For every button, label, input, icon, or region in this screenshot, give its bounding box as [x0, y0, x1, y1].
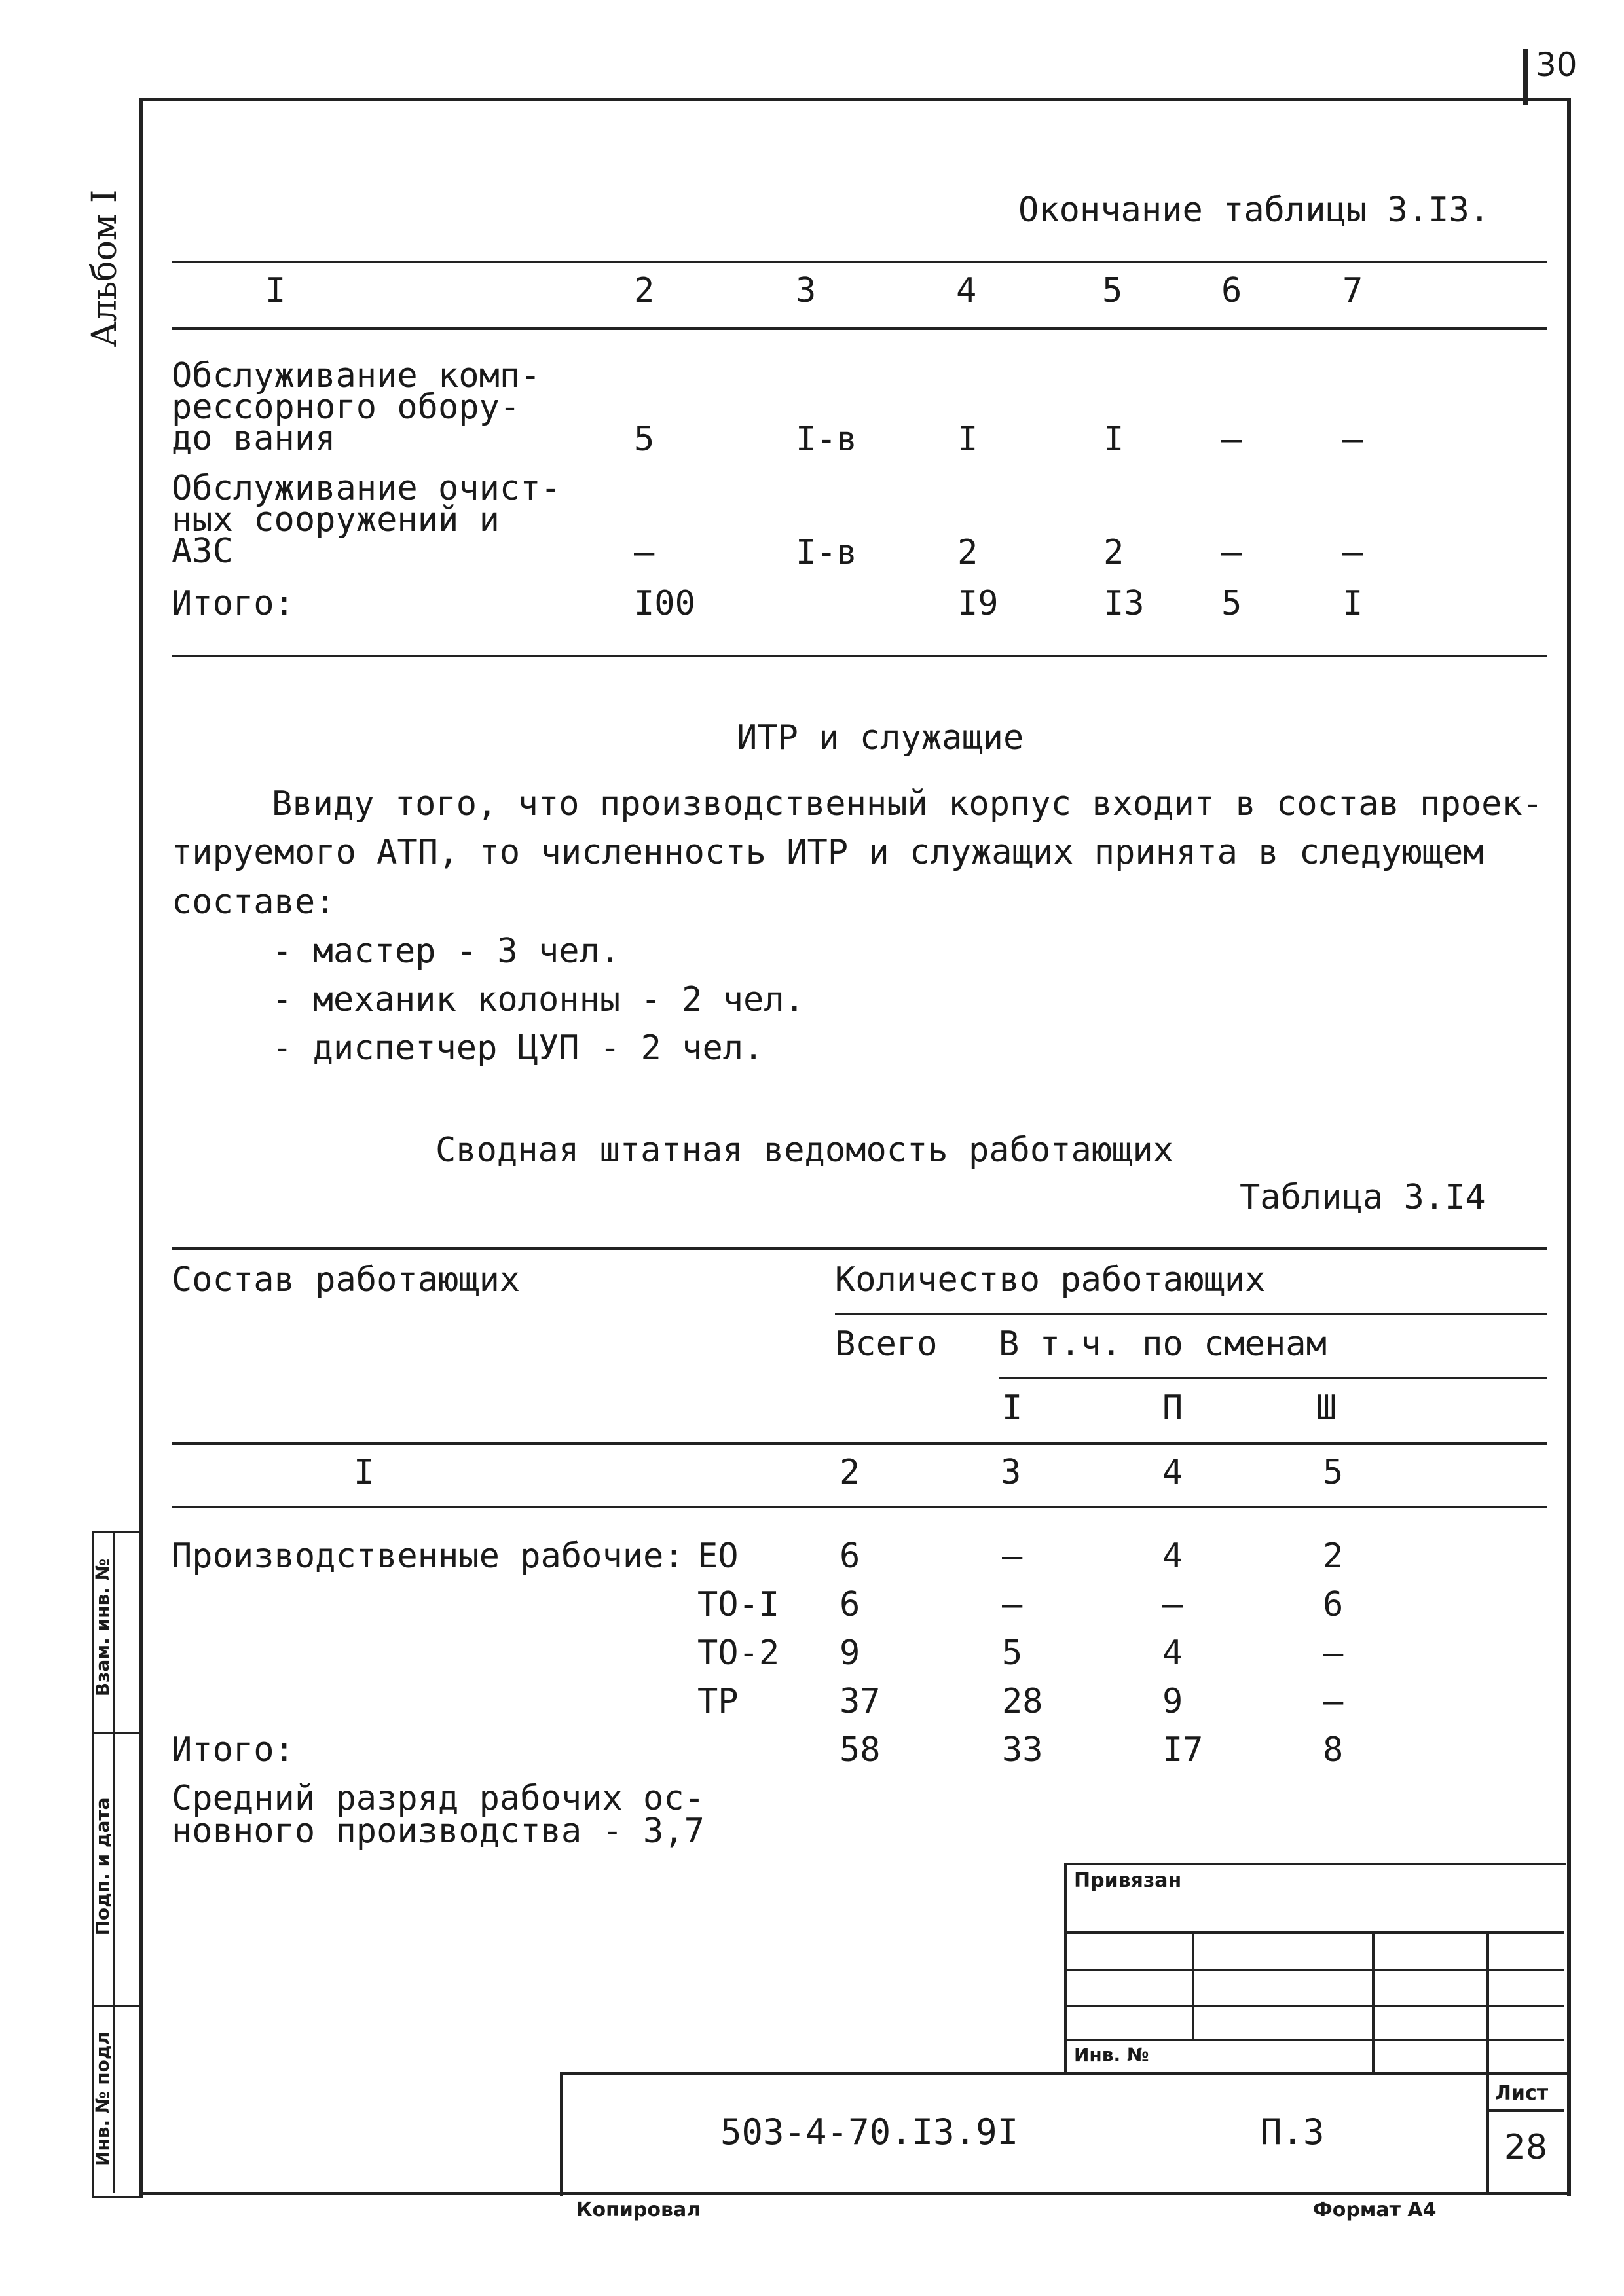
column-number: 5	[1323, 1453, 1344, 1492]
stamp-sheet-rule	[1486, 2109, 1564, 2112]
table-3-13-bottom-rule	[172, 655, 1547, 657]
table-cell: I00	[634, 584, 695, 623]
total-label: Итого:	[172, 1730, 295, 1770]
page-frame-bottom	[139, 2192, 1568, 2195]
table-cell: –	[1323, 1633, 1344, 1673]
table-3-13-head-6: 6	[1221, 271, 1242, 310]
table-cell: –	[634, 533, 655, 572]
table-row-total-label: Итого:	[172, 584, 295, 623]
table-3-14-label: Таблица 3.I4	[1240, 1178, 1486, 1217]
table-cell: I7	[1162, 1730, 1204, 1770]
table-cell: –	[1162, 1585, 1183, 1624]
side-stamp-rule	[92, 1732, 141, 1734]
table-3-13-head-1: I	[265, 271, 286, 310]
table-3-14-top-rule	[172, 1247, 1547, 1250]
side-stamp-podp: Подп. и дата	[92, 1797, 113, 1936]
table-row-name-line: рессорного обору-	[172, 388, 521, 427]
stamp-grid-col	[1192, 1931, 1194, 2039]
stamp-title-block	[560, 2072, 1567, 2196]
stamp-inv-no: Инв. №	[1074, 2044, 1149, 2066]
row-sub-label: ТО-I	[697, 1585, 780, 1624]
column-number: I	[354, 1453, 375, 1492]
table-3-14-shifts-header: В т.ч. по сменам	[999, 1324, 1327, 1364]
stamp-kopiroval: Копировал	[576, 2198, 701, 2221]
note-line: Средний разряд рабочих ос-	[172, 1779, 705, 1818]
itr-paragraph-line: составе:	[172, 883, 336, 922]
table-3-14-shifts-rule	[999, 1377, 1547, 1379]
table-cell: 5	[1221, 584, 1242, 623]
stamp-doc-code: 503-4-70.I3.9I	[720, 2111, 1019, 2153]
table-row-name-line: Обслуживание очист-	[172, 469, 561, 508]
table-cell: 37	[840, 1682, 881, 1721]
group-label: Производственные рабочие:	[172, 1537, 684, 1576]
stamp-grid-col	[1372, 1931, 1375, 2072]
table-cell: 9	[840, 1633, 860, 1673]
table-cell: 6	[1323, 1585, 1344, 1624]
row-sub-label: ЕО	[697, 1537, 739, 1576]
table-3-14-head-rule	[172, 1442, 1547, 1445]
table-cell: 28	[1002, 1682, 1043, 1721]
table-cell: 2	[1103, 533, 1124, 572]
itr-list-item: - мастер - 3 чел.	[272, 932, 621, 971]
table-cell: I	[1342, 584, 1363, 623]
table-3-13-head-2: 2	[634, 271, 655, 310]
column-number: 4	[1162, 1453, 1183, 1492]
note-line: новного производства - 3,7	[172, 1812, 705, 1851]
shift-label: I	[1002, 1389, 1023, 1428]
side-stamp-vzam: Взам. инв. №	[92, 1558, 113, 1697]
row-sub-label: ТР	[697, 1682, 739, 1721]
table-cell: I	[957, 420, 978, 459]
side-stamp-inv-podl: Инв. № подл	[92, 2031, 113, 2167]
table-3-14-group-rule	[835, 1313, 1547, 1315]
table-cell: –	[1342, 420, 1363, 459]
table-row-name-line: Обслуживание комп-	[172, 356, 541, 395]
table-cell: I-в	[796, 420, 857, 459]
stamp-section: П.3	[1261, 2111, 1325, 2153]
table-3-13-head-3: 3	[796, 271, 817, 310]
page-number: 30	[1536, 46, 1578, 84]
table-row-name-line: АЗС	[172, 532, 233, 571]
table-cell: I9	[957, 584, 999, 623]
table-cell: I3	[1103, 584, 1145, 623]
stamp-sheet-label: Лист	[1495, 2082, 1549, 2105]
table-cell: –	[1221, 533, 1242, 572]
table-cell: I-в	[796, 533, 857, 572]
table-cell: 58	[840, 1730, 881, 1770]
table-cell: 5	[634, 420, 655, 459]
row-sub-label: ТО-2	[697, 1633, 780, 1673]
table-cell: 6	[840, 1585, 860, 1624]
table-cell: 4	[1162, 1633, 1183, 1673]
table-cell: –	[1002, 1585, 1023, 1624]
itr-paragraph-line: Ввиду того, что производственный корпус входит в состав проек-	[272, 784, 1543, 824]
stamp-sheet-number: 28	[1504, 2128, 1548, 2167]
table-3-14-group-header: Количество работающих	[835, 1260, 1266, 1300]
table-3-14-total-header: Всего	[835, 1324, 938, 1364]
shift-label: П	[1162, 1389, 1183, 1428]
table-3-13-caption: Окончание таблицы 3.I3.	[1018, 191, 1490, 230]
stamp-sheet-divider	[1486, 2072, 1489, 2193]
table-cell: –	[1342, 533, 1363, 572]
itr-list-item: - диспетчер ЦУП - 2 чел.	[272, 1029, 764, 1068]
itr-heading: ИТР и служащие	[737, 718, 1024, 757]
shift-label: Ш	[1316, 1389, 1337, 1428]
itr-paragraph-line: тируемого АТП, то численность ИТР и служащих принята в следующем	[172, 833, 1484, 872]
stamp-format: Формат А4	[1313, 2198, 1437, 2221]
table-cell: 6	[840, 1537, 860, 1576]
table-cell: –	[1323, 1682, 1344, 1721]
itr-list-item: - механик колонны - 2 чел.	[272, 980, 805, 1019]
table-cell: 2	[957, 533, 978, 572]
table-3-13-top-rule	[172, 261, 1547, 263]
stamp-privyazan: Привязан	[1074, 1869, 1182, 1892]
table-3-13-head-5: 5	[1102, 271, 1123, 310]
table-row-name-line: ных сооружений и	[172, 500, 500, 539]
table-cell: –	[1002, 1537, 1023, 1576]
album-label: Альбом I	[85, 189, 124, 348]
table-cell: 2	[1323, 1537, 1344, 1576]
stamp-grid-col	[1486, 1931, 1489, 2072]
table-3-14-col1-header: Состав работающих	[172, 1260, 521, 1300]
table-3-13-head-7: 7	[1342, 271, 1363, 310]
table-row-name-line: до вания	[172, 419, 336, 458]
column-number: 2	[840, 1453, 860, 1492]
table-cell: 4	[1162, 1537, 1183, 1576]
table-cell: 5	[1002, 1633, 1023, 1673]
table-cell: 33	[1002, 1730, 1043, 1770]
table-cell: I	[1103, 420, 1124, 459]
page-number-mark	[1522, 49, 1528, 105]
table-cell: –	[1221, 420, 1242, 459]
table-cell: 8	[1323, 1730, 1344, 1770]
table-3-14-number-rule	[172, 1506, 1547, 1508]
table-3-14-title: Сводная штатная ведомость работающих	[435, 1131, 1174, 1170]
table-3-13-head-rule	[172, 327, 1547, 330]
column-number: 3	[1001, 1453, 1022, 1492]
table-cell: 9	[1162, 1682, 1183, 1721]
table-3-13-head-4: 4	[956, 271, 977, 310]
